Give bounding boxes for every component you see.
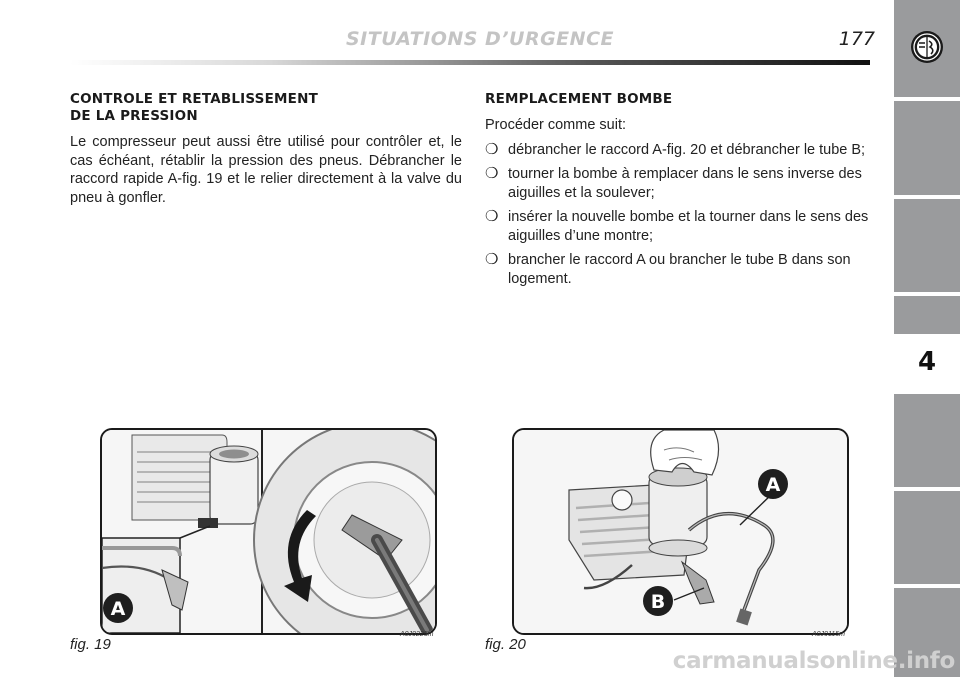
section-title-line: CONTROLE ET RETABLISSEMENT <box>70 91 318 107</box>
side-separator <box>894 584 960 588</box>
circle-bullet-icon: ❍ <box>485 251 499 268</box>
list-item <box>485 251 875 288</box>
list-item <box>485 141 875 160</box>
callout-letter: A <box>110 598 126 620</box>
side-separator <box>894 390 960 394</box>
callout-letter: A <box>765 474 781 496</box>
list-item <box>485 208 875 245</box>
list-item-text: tourner la bombe à remplacer dans le sens inverse des aiguilles et la soulever; <box>508 166 862 201</box>
side-separator <box>894 292 960 296</box>
figure-caption: fig. 19 <box>70 636 111 653</box>
compressor-valve-illustration <box>102 430 435 633</box>
right-column <box>485 91 875 294</box>
side-separator <box>894 97 960 101</box>
left-column <box>70 91 462 207</box>
callout-a-fig20 <box>755 466 791 502</box>
body-paragraph: Le compresseur peut aussi être utilisé pour contrôler et, le cas échéant, rétablir la pression des pneus. Débrancher le raccord rapide A-fig. 19 et le relier directement à la valve du pneu à gonfler. <box>70 134 462 206</box>
figure-code: A0J0225m <box>400 631 434 638</box>
figure-caption: fig. 20 <box>485 636 526 653</box>
procedure-list <box>485 141 875 289</box>
figure-19 <box>100 428 437 635</box>
callout-letter: B <box>650 591 666 613</box>
circle-bullet-icon: ❍ <box>485 165 499 182</box>
list-item-text: insérer la nouvelle bombe et la tourner dans le sens des aiguilles d’une montre; <box>508 209 869 244</box>
running-head: SITUATIONS D’URGENCE <box>345 28 614 50</box>
section-title-pressure <box>70 91 462 125</box>
side-separator <box>894 487 960 491</box>
circle-bullet-icon: ❍ <box>485 140 499 158</box>
header-rule <box>70 60 870 65</box>
figure-code: A0J0115m <box>812 631 845 638</box>
figure-20 <box>512 428 849 635</box>
section-title-line: DE LA PRESSION <box>70 108 198 124</box>
page-number: 177 <box>838 28 875 50</box>
list-item <box>485 165 875 202</box>
list-item-text: débrancher le raccord A-fig. 20 et débrancher le tube B; <box>508 141 866 158</box>
chapter-tab[interactable]: 4 <box>894 334 960 390</box>
side-separator <box>894 195 960 199</box>
callout-b-fig20 <box>640 583 676 619</box>
alfa-romeo-badge-icon <box>910 30 944 64</box>
section-title-canister: REMPLACEMENT BOMBE <box>485 91 673 107</box>
circle-bullet-icon: ❍ <box>485 208 499 225</box>
callout-a-fig19 <box>100 590 136 626</box>
watermark: carmanualsonline.info <box>672 648 955 674</box>
list-item-text: brancher le raccord A ou brancher le tube B dans son logement. <box>508 252 851 287</box>
intro-text: Procéder comme suit: <box>485 117 627 133</box>
canister-replacement-illustration <box>514 430 847 633</box>
